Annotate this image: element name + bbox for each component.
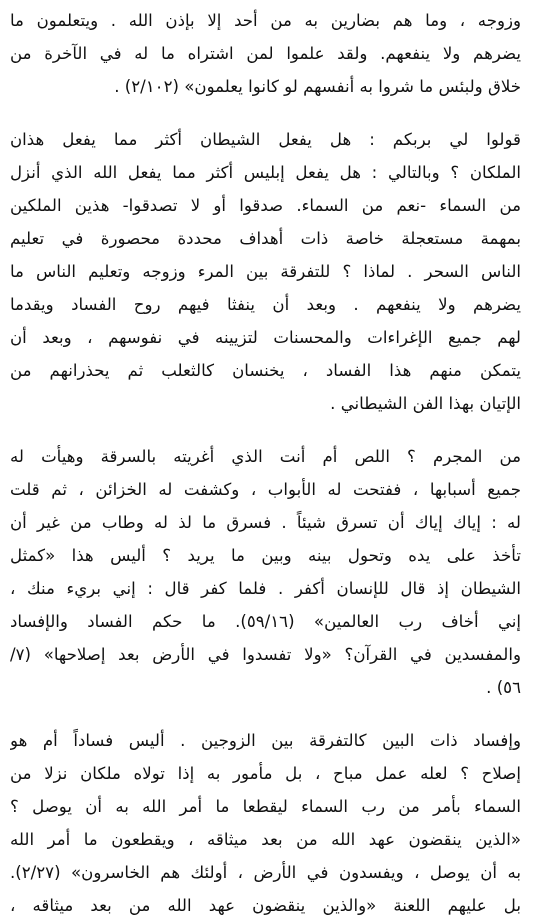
text-line: تأخذ على يده وتحول بينه وبين ما يريد ؟ أليس هذا «كمثل [10,546,521,565]
text-line: يضرهم ولا ينفعهم . وبعد أن ينفثا فيهم روح الفساد ويقدما [10,295,521,314]
text-line: بل عليهم اللعنة «والذين ينقضون عهد الله من بعد ميثاقه ، [10,896,521,915]
text-line: ٥٦) . [486,678,521,697]
text-line: جميع أسبابها ، ففتحت له الأبواب ، وكشفت له الخزائن ، ثم قلت [10,480,521,499]
paragraph-3 [10,440,521,704]
text-line: من المجرم ؟ اللص أم أنت الذي أغريته بالسرقة وهيأت له [10,447,521,466]
paragraph-2 [10,123,521,420]
paragraph-spacer [10,704,521,724]
paragraph-4 [10,724,521,922]
paragraph-spacer [10,420,521,440]
text-line: يتمكن منهم هذا الفساد ، يخنسان كالثعلب ثم يحذرانهم من [10,361,521,380]
text-line: يضرهم ولا ينفعهم. ولقد علموا لمن اشتراه ما له في الآخرة من [10,44,521,63]
text-line: الملكان ؟ وبالتالي : هل يفعل إبليس أكثر مما يفعل الله الذي أنزل [10,163,521,182]
text-line: إني أخاف رب العالمين» (٥٩/١٦). ما حكم الفساد والإفساد [10,612,521,631]
text-line: الشيطان إذ قال للإنسان أكفر . فلما كفر قال : إني بريء منك ، [10,579,521,598]
text-line: لهم جميع الإغراءات والمحسنات لتزيينه في نفوسهم ، وبعد أن [10,328,521,347]
text-line: من السماء -نعم من السماء. صدقوا أو لا تصدقوا- هذين الملكين [10,196,521,215]
text-line: وإفساد ذات البين كالتفرقة بين الزوجين . أليس فساداً أم هو [10,731,521,750]
text-line: الناس السحر . لماذا ؟ للتفرقة بين المرء وزوجه وتعليم الناس ما [10,262,521,281]
text-line: وزوجه ، وما هم بضارين به من أحد إلا بإذن الله . ويتعلمون ما [10,11,521,30]
text-line: السماء بأمر من رب السماء ليقطعا ما أمر الله به أن يوصل ؟ [10,797,521,816]
text-line: له : إياك إياك أن تسرق شيئاً . فسرق ما لذ له وطاب من غير أن [10,513,521,532]
text-line: خلاق ولبئس ما شروا به أنفسهم لو كانوا يعلمون» (٢/١٠٢) . [114,77,521,96]
text-line: قولوا لي بربكم : هل يفعل الشيطان أكثر مما يفعل هذان [10,130,521,149]
text-line: والمفسدين في القرآن؟ «ولا تفسدوا في الأرض بعد إصلاحها» (٧/ [10,645,521,664]
text-line: بمهمة مستعجلة خاصة ذات أهداف محددة محصورة في تعليم [10,229,521,248]
paragraph-1 [10,4,521,103]
text-line: إصلاح ؟ لعله عمل مباح ، بل مأمور به إذا تولاه ملكان نزلا من [10,764,521,783]
text-line: «الذين ينقضون عهد الله من بعد ميثاقه ، ويقطعون ما أمر الله [10,830,521,849]
text-line: به أن يوصل ، ويفسدون في الأرض ، أولئك هم الخاسرون» (٢/٢٧). [10,863,521,882]
text-line: الإتيان بهذا الفن الشيطاني . [330,394,521,413]
paragraph-spacer [10,103,521,123]
